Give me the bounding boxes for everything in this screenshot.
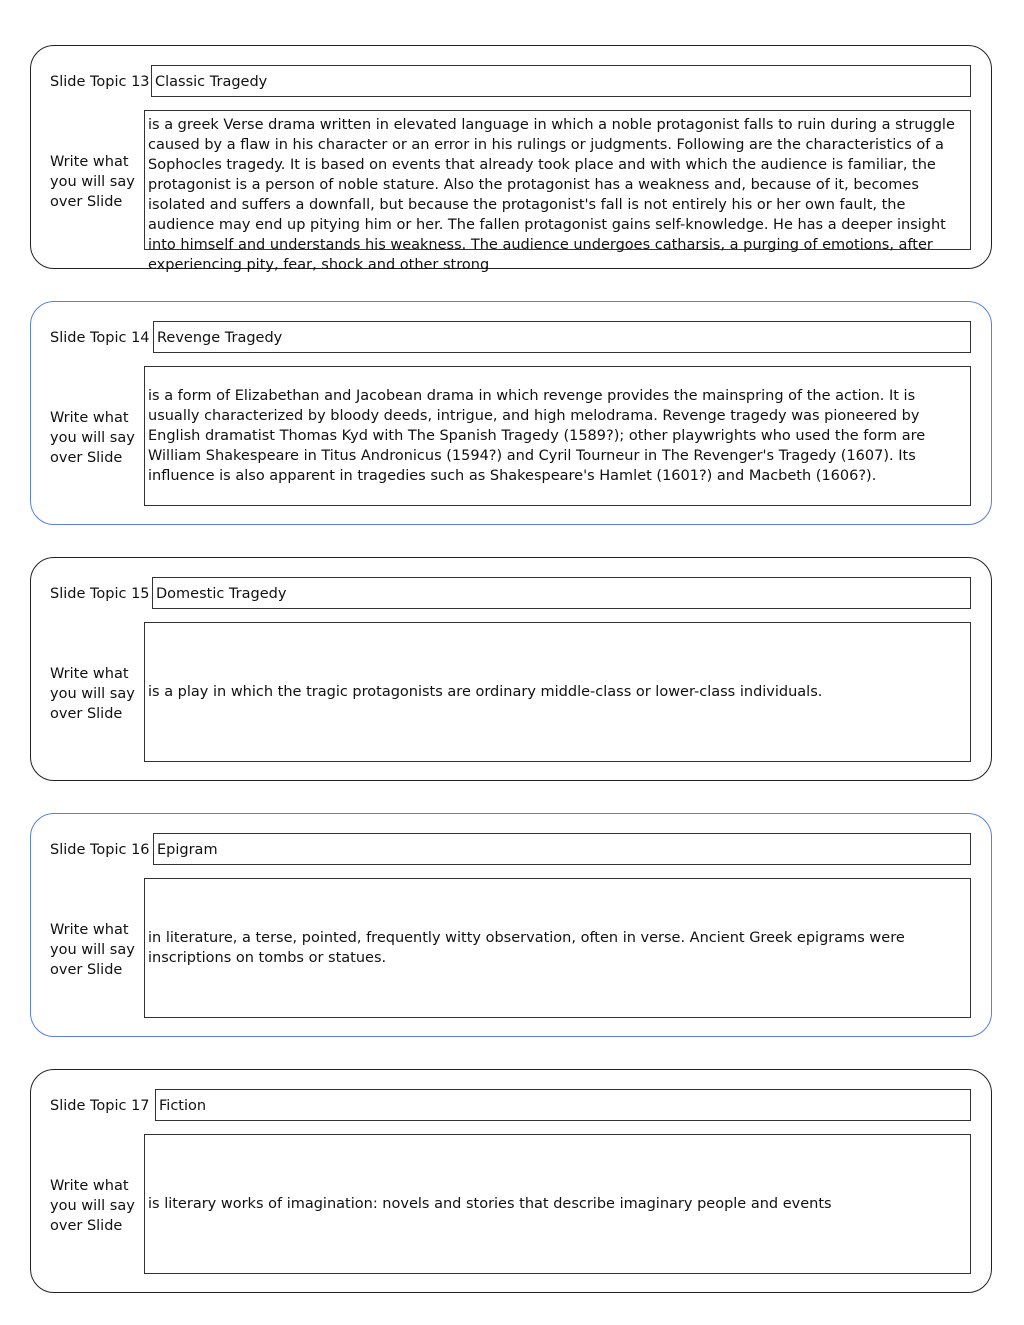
- slide-topic-field[interactable]: Revenge Tragedy: [153, 321, 971, 353]
- say-over-slide-label: Write what you will say over Slide: [50, 922, 135, 978]
- say-over-slide-field[interactable]: [144, 878, 971, 1018]
- slide-card-13: [30, 45, 992, 273]
- say-over-slide-label: Write what you will say over Slide: [50, 154, 135, 210]
- slide-card-16: [30, 813, 992, 1037]
- slide-card-17: [30, 1069, 992, 1293]
- slide-topic-label: Slide Topic 16: [50, 842, 150, 858]
- slide-topic-field[interactable]: Epigram: [153, 833, 971, 865]
- slide-topic-label: Slide Topic 15: [50, 586, 150, 602]
- say-over-slide-label: Write what you will say over Slide: [50, 1178, 135, 1234]
- slide-card-15: [30, 557, 992, 781]
- slide-topic-label: Slide Topic 13: [50, 74, 150, 90]
- slide-topic-field[interactable]: Domestic Tragedy: [152, 577, 971, 609]
- slide-topic-field[interactable]: Fiction: [155, 1089, 971, 1121]
- slide-card-14: [30, 301, 992, 525]
- slide-topic-field[interactable]: Classic Tragedy: [151, 65, 971, 97]
- slide-topic-label: Slide Topic 14: [50, 330, 150, 346]
- say-over-slide-label: Write what you will say over Slide: [50, 666, 135, 722]
- say-over-slide-text: is literary works of imagination: novels and stories that describe imaginary people and events: [148, 1196, 832, 1212]
- say-over-slide-field[interactable]: [144, 1134, 971, 1274]
- say-over-slide-text: is a greek Verse drama written in elevated language in which a noble protagonist falls to ruin during a struggle caused by a flaw in his character or an error in his rulings or judgments. Following are the characteristics of a Sophocles tragedy. It is based on events that already took place and with which the audience is familiar, the protagonist is a person of noble stature. Also the protagonist has a weakness and, because of it, becomes isolated and suffers a downfall, but because the protagonist's fall is not entirely his or her own fault, the audience may end up pitying him or her. The fallen protagonist gains self-knowledge. He has a deeper insight into himself and understands his weakness. The audience undergoes catharsis, a purging of emotions, after experiencing pity, fear, shock and other strong: [148, 117, 955, 273]
- say-over-slide-field[interactable]: [144, 366, 971, 506]
- say-over-slide-text: in literature, a terse, pointed, frequently witty observation, often in verse. Ancient Greek epigrams were inscriptions on tombs or statues.: [148, 930, 905, 966]
- say-over-slide-field[interactable]: [144, 622, 971, 762]
- say-over-slide-text: is a form of Elizabethan and Jacobean drama in which revenge provides the mainspring of the action. It is usually characterized by bloody deeds, intrigue, and high melodrama. Revenge tragedy was pioneered by English dramatist Thomas Kyd with The Spanish Tragedy (1589?); other playwrights who used the form are William Shakespeare in Titus Andronicus (1594?) and Cyril Tourneur in The Revenger's Tragedy (1607). Its influence is also apparent in tragedies such as Shakespeare's Hamlet (1601?) and Macbeth (1606?).: [148, 388, 926, 484]
- slide-topic-label: Slide Topic 17: [50, 1098, 150, 1114]
- say-over-slide-field[interactable]: [144, 110, 971, 273]
- say-over-slide-label: Write what you will say over Slide: [50, 410, 135, 466]
- say-over-slide-text: is a play in which the tragic protagonists are ordinary middle-class or lower-class individuals.: [148, 684, 823, 700]
